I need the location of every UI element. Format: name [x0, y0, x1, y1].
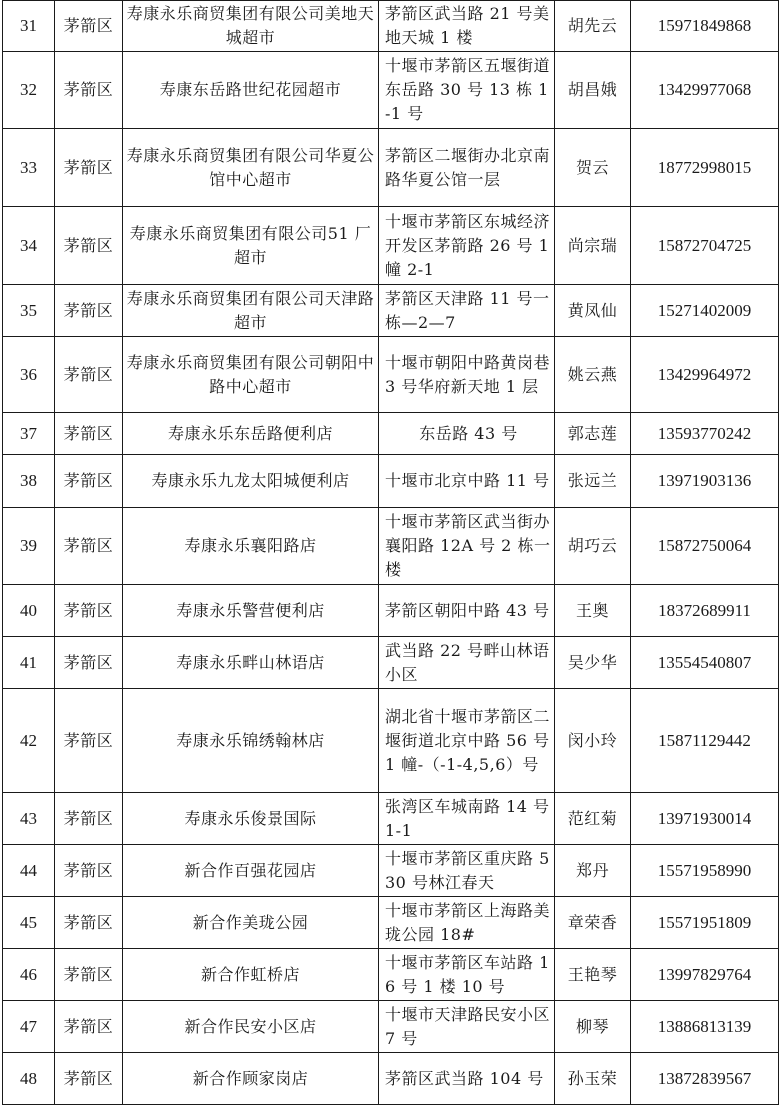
- row-number: 34: [3, 207, 55, 285]
- district-cell: 茅箭区: [55, 845, 123, 897]
- table-row: [3, 129, 779, 207]
- phone-cell: 15571951809: [631, 897, 779, 949]
- row-number: 47: [3, 1001, 55, 1053]
- store-name-cell: 寿康永乐俊景国际: [123, 793, 379, 845]
- table-row: [3, 845, 779, 897]
- phone-cell: 15871129442: [631, 689, 779, 793]
- phone-cell: 13429964972: [631, 337, 779, 413]
- store-name-cell: 寿康永乐商贸集团有限公司美地天城超市: [123, 1, 379, 52]
- contact-cell: 孙玉荣: [555, 1053, 631, 1105]
- phone-cell: 13971930014: [631, 793, 779, 845]
- district-cell: 茅箭区: [55, 1001, 123, 1053]
- table-row: [3, 1, 779, 52]
- contact-cell: 章荣香: [555, 897, 631, 949]
- table-row: [3, 455, 779, 508]
- store-list-table: [2, 0, 779, 1105]
- row-number: 48: [3, 1053, 55, 1105]
- address-cell: 十堰市茅箭区上海路美珑公园 18#: [379, 897, 555, 949]
- row-number: 43: [3, 793, 55, 845]
- table-row: [3, 413, 779, 455]
- address-cell: 十堰市北京中路 11 号: [379, 455, 555, 508]
- contact-cell: 王奥: [555, 585, 631, 637]
- row-number: 33: [3, 129, 55, 207]
- district-cell: 茅箭区: [55, 129, 123, 207]
- phone-cell: 13593770242: [631, 413, 779, 455]
- row-number: 46: [3, 949, 55, 1001]
- contact-cell: 郭志莲: [555, 413, 631, 455]
- table-row: [3, 689, 779, 793]
- store-name-cell: 寿康永乐襄阳路店: [123, 508, 379, 585]
- district-cell: 茅箭区: [55, 285, 123, 337]
- contact-cell: 贺云: [555, 129, 631, 207]
- contact-cell: 闵小玲: [555, 689, 631, 793]
- row-number: 35: [3, 285, 55, 337]
- address-cell: 十堰市茅箭区东城经济开发区茅箭路 26 号 1 幢 2-1: [379, 207, 555, 285]
- table-row: [3, 793, 779, 845]
- store-name-cell: 寿康永乐九龙太阳城便利店: [123, 455, 379, 508]
- district-cell: 茅箭区: [55, 455, 123, 508]
- address-cell: 十堰市茅箭区五堰街道东岳路 30 号 13 栋 1-1 号: [379, 52, 555, 129]
- table-row: [3, 897, 779, 949]
- store-name-cell: 寿康永乐商贸集团有限公司朝阳中路中心超市: [123, 337, 379, 413]
- phone-cell: 18772998015: [631, 129, 779, 207]
- address-cell: 十堰市茅箭区武当街办襄阳路 12A 号 2 栋一楼: [379, 508, 555, 585]
- row-number: 45: [3, 897, 55, 949]
- address-cell: 东岳路 43 号: [379, 413, 555, 455]
- row-number: 40: [3, 585, 55, 637]
- address-cell: 茅箭区二堰街办北京南路华夏公馆一层: [379, 129, 555, 207]
- phone-cell: 13872839567: [631, 1053, 779, 1105]
- contact-cell: 吴少华: [555, 637, 631, 689]
- address-cell: 茅箭区武当路 104 号: [379, 1053, 555, 1105]
- phone-cell: 15872750064: [631, 508, 779, 585]
- district-cell: 茅箭区: [55, 793, 123, 845]
- address-cell: 茅箭区武当路 21 号美地天城 1 楼: [379, 1, 555, 52]
- row-number: 38: [3, 455, 55, 508]
- phone-cell: 13429977068: [631, 52, 779, 129]
- store-name-cell: 新合作民安小区店: [123, 1001, 379, 1053]
- contact-cell: 柳琴: [555, 1001, 631, 1053]
- store-name-cell: 寿康永乐锦绣翰林店: [123, 689, 379, 793]
- district-cell: 茅箭区: [55, 52, 123, 129]
- row-number: 44: [3, 845, 55, 897]
- phone-cell: 15271402009: [631, 285, 779, 337]
- district-cell: 茅箭区: [55, 337, 123, 413]
- store-name-cell: 新合作顾家岗店: [123, 1053, 379, 1105]
- contact-cell: 郑丹: [555, 845, 631, 897]
- address-cell: 茅箭区朝阳中路 43 号: [379, 585, 555, 637]
- row-number: 37: [3, 413, 55, 455]
- row-number: 39: [3, 508, 55, 585]
- district-cell: 茅箭区: [55, 413, 123, 455]
- phone-cell: 15571958990: [631, 845, 779, 897]
- table-row: [3, 949, 779, 1001]
- contact-cell: 黄凤仙: [555, 285, 631, 337]
- district-cell: 茅箭区: [55, 585, 123, 637]
- store-name-cell: 新合作美珑公园: [123, 897, 379, 949]
- address-cell: 茅箭区天津路 11 号一栋—2—7: [379, 285, 555, 337]
- row-number: 36: [3, 337, 55, 413]
- contact-cell: 胡昌娥: [555, 52, 631, 129]
- district-cell: 茅箭区: [55, 689, 123, 793]
- table-row: [3, 52, 779, 129]
- phone-cell: 13554540807: [631, 637, 779, 689]
- store-name-cell: 新合作虹桥店: [123, 949, 379, 1001]
- address-cell: 十堰市天津路民安小区 7 号: [379, 1001, 555, 1053]
- phone-cell: 13886813139: [631, 1001, 779, 1053]
- phone-cell: 18372689911: [631, 585, 779, 637]
- phone-cell: 13997829764: [631, 949, 779, 1001]
- table-row: [3, 337, 779, 413]
- row-number: 32: [3, 52, 55, 129]
- address-cell: 十堰市茅箭区重庆路 530 号林江春天: [379, 845, 555, 897]
- district-cell: 茅箭区: [55, 897, 123, 949]
- table-row: [3, 1001, 779, 1053]
- store-name-cell: 寿康永乐商贸集团有限公司51 厂超市: [123, 207, 379, 285]
- district-cell: 茅箭区: [55, 637, 123, 689]
- contact-cell: 尚宗瑞: [555, 207, 631, 285]
- district-cell: 茅箭区: [55, 1, 123, 52]
- store-name-cell: 寿康永乐商贸集团有限公司天津路超市: [123, 285, 379, 337]
- row-number: 42: [3, 689, 55, 793]
- district-cell: 茅箭区: [55, 207, 123, 285]
- district-cell: 茅箭区: [55, 508, 123, 585]
- phone-cell: 13971903136: [631, 455, 779, 508]
- district-cell: 茅箭区: [55, 1053, 123, 1105]
- row-number: 31: [3, 1, 55, 52]
- phone-cell: 15971849868: [631, 1, 779, 52]
- district-cell: 茅箭区: [55, 949, 123, 1001]
- contact-cell: 胡先云: [555, 1, 631, 52]
- store-name-cell: 寿康永乐警营便利店: [123, 585, 379, 637]
- contact-cell: 胡巧云: [555, 508, 631, 585]
- table-row: [3, 585, 779, 637]
- table-row: [3, 285, 779, 337]
- address-cell: 武当路 22 号畔山林语小区: [379, 637, 555, 689]
- contact-cell: 姚云燕: [555, 337, 631, 413]
- store-name-cell: 寿康永乐畔山林语店: [123, 637, 379, 689]
- store-name-cell: 寿康东岳路世纪花园超市: [123, 52, 379, 129]
- store-name-cell: 寿康永乐东岳路便利店: [123, 413, 379, 455]
- table-row: [3, 1053, 779, 1105]
- address-cell: 十堰市朝阳中路黄岗巷 3 号华府新天地 1 层: [379, 337, 555, 413]
- contact-cell: 王艳琴: [555, 949, 631, 1001]
- phone-cell: 15872704725: [631, 207, 779, 285]
- contact-cell: 张远兰: [555, 455, 631, 508]
- address-cell: 十堰市茅箭区车站路 16 号 1 楼 10 号: [379, 949, 555, 1001]
- store-name-cell: 新合作百强花园店: [123, 845, 379, 897]
- contact-cell: 范红菊: [555, 793, 631, 845]
- table-row: [3, 637, 779, 689]
- table-row: [3, 508, 779, 585]
- table-row: [3, 207, 779, 285]
- store-name-cell: 寿康永乐商贸集团有限公司华夏公馆中心超市: [123, 129, 379, 207]
- row-number: 41: [3, 637, 55, 689]
- address-cell: 张湾区车城南路 14 号 1-1: [379, 793, 555, 845]
- address-cell: 湖北省十堰市茅箭区二堰街道北京中路 56 号 1 幢-（-1-4,5,6）号: [379, 689, 555, 793]
